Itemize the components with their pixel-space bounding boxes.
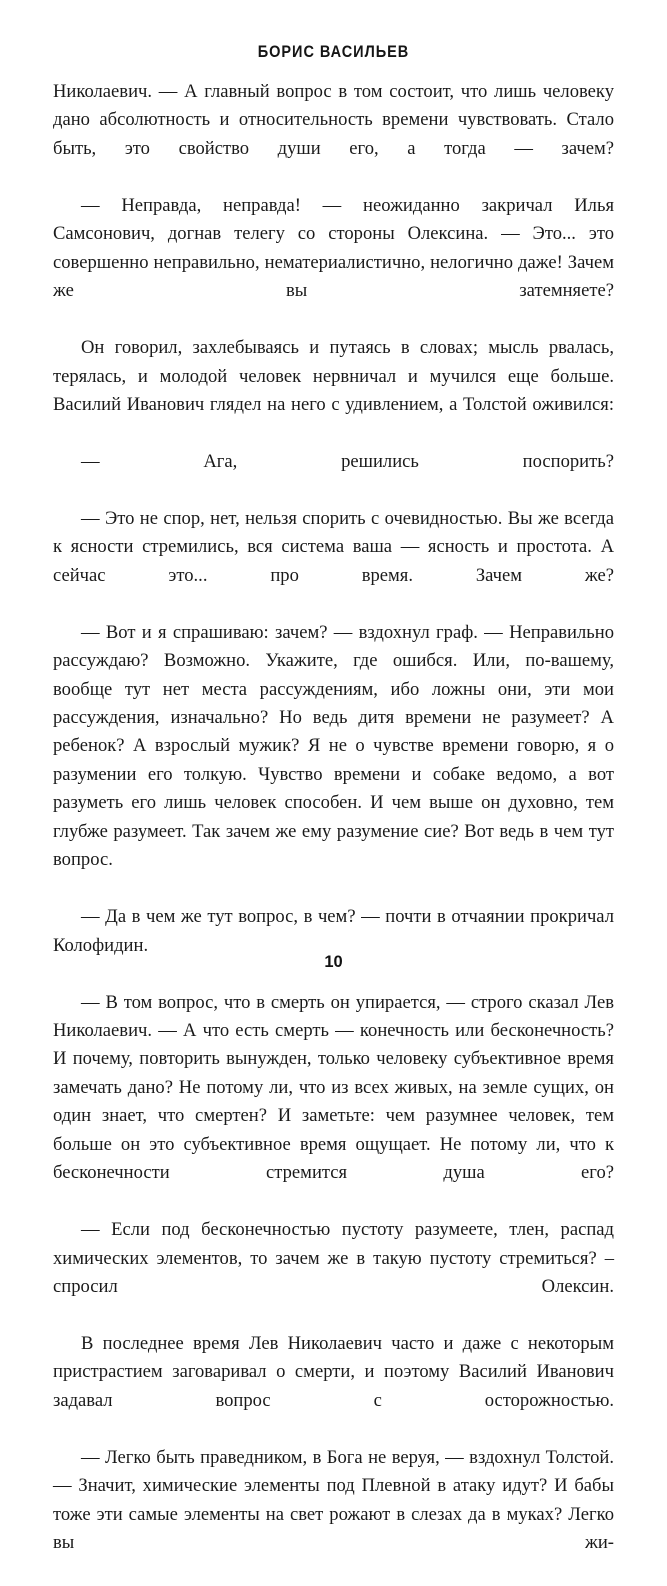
paragraph: — Легко быть праведником, в Бога не веруя, — вздохнул Толстой. — Значит, химические элементы под Плевной в атаку идут? И бабы тоже эти самые элементы на свет рожают в слезах да в муках? Легко вы жи-	[53, 1446, 614, 1554]
paragraph: — Если под бесконечностью пустоту разумеете, тлен, распад химических элементов, то зачем же в такую пустоту стремиться? – спросил Олексин.	[53, 1219, 614, 1298]
paragraph: Он говорил, захлебываясь и путаясь в словах; мысль рвалась, терялась, и молодой человек нервничал и мучился еще больше. Василий Иванович глядел на него с удивлением, а Толстой оживился:	[53, 337, 614, 415]
paragraph: — В том вопрос, что в смерть он упирается, — строго сказал Лев Николаевич. — А что есть смерть — конечность или бесконечность? И почему, повторить вынужден, только человеку субъективное время замечать дано? Не потому ли, что из всех живых, на земле сущих, он один знает, что смертен? И заметьте: чем разумнее человек, тем больше он это субъективное время ощущает. Не потому ли, что к бесконечности стремится душа его?	[53, 991, 614, 1184]
paragraph: — Вот и я спрашиваю: зачем? — вздохнул граф. — Неправильно рассуждаю? Возможно. Укажите, где ошибся. Или, по-вашему, вообще тут нет места рассуждениям, ибо ложны они, эти мои рассуждения, изначально? Но ведь дитя времени не разумеет? А ребенок? А взрослый мужик? Я не о чувстве времени говорю, я о разумении его толкую. Чувство времени и собаке ведомо, а вот разуметь его лишь человек способен. И чем выше он духовно, тем глубже разумеет. Так зачем же ему разумение сие? Вот ведь в чем тут вопрос.	[53, 621, 614, 871]
paragraph: — Ага, решились поспорить?	[81, 450, 614, 472]
paragraph: Николаевич. — А главный вопрос в том состоит, что лишь человеку дано абсолютность и относительность времени чувствовать. Стало быть, это свойство души его, а тогда — зачем?	[53, 81, 614, 159]
running-head-author: БОРИС ВАСИЛЬЕВ	[257, 43, 410, 61]
page-number: 10	[324, 952, 343, 971]
paragraph: В последнее время Лев Николаевич часто и даже с некоторым пристрастием заговаривал о смерти, и поэтому Василий Иванович задавал вопрос с осторожностью.	[53, 1332, 614, 1411]
body-text-column	[53, 78, 614, 1586]
paragraph: — Это не спор, нет, нельзя спорить с очевидностью. Вы же всегда к ясности стремились, вся система ваша — ясность и простота. А сейчас это... про время. Зачем же?	[53, 507, 614, 586]
paragraph: — Да в чем же тут вопрос, в чем? — почти в отчаянии прокричал Колофидин.	[53, 906, 614, 956]
paragraph: — Неправда, неправда! — неожиданно закричал Илья Самсонович, догнав телегу со стороны Олексина. — Это... это совершенно неправильно, нематериалистично, нелогично даже! Зачем же вы затемняете?	[53, 194, 614, 302]
